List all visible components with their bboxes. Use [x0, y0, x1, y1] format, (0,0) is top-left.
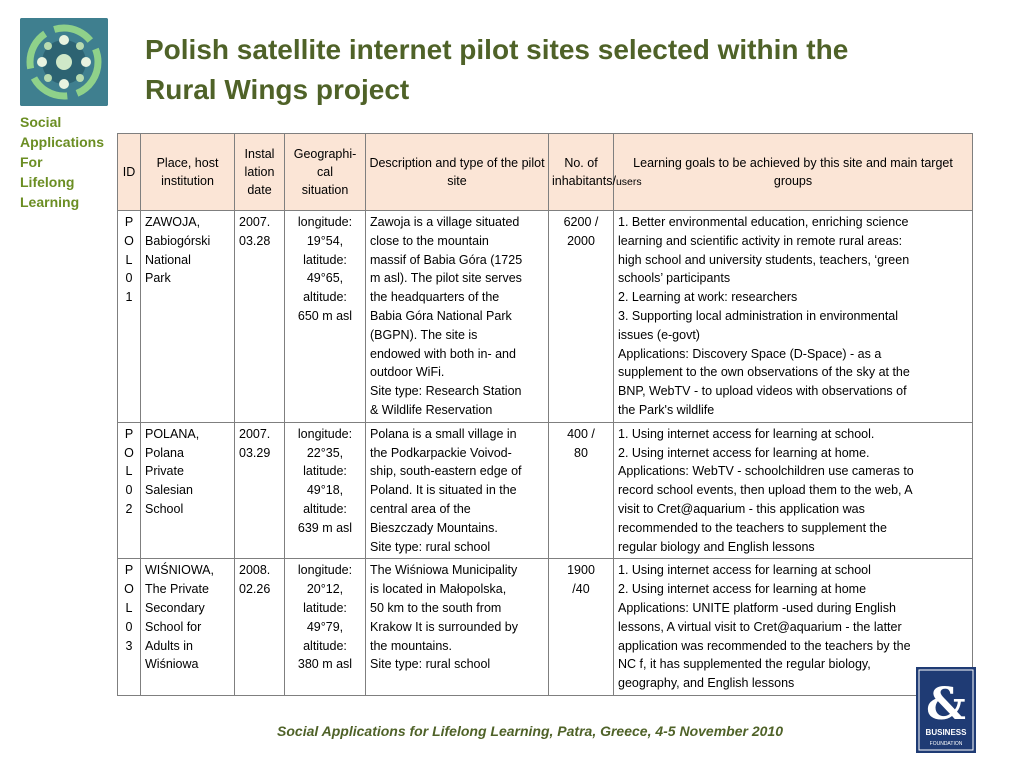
cell-line: 49°79,: [306, 619, 344, 634]
cell-id: [118, 559, 141, 696]
cell-line: 639 m asl: [297, 520, 353, 535]
cell-line: 2. Using internet access for learning at home.: [618, 445, 870, 460]
cell-geo: [285, 559, 366, 696]
project-logo: [20, 18, 108, 106]
cell-line: 19°54,: [306, 233, 344, 248]
sidebar-line: Lifelong: [20, 174, 75, 190]
table-row: [118, 211, 973, 423]
cell-line: Applications: Discovery Space (D-Space) - as a: [618, 346, 882, 361]
business-logo-text-2: FOUNDATION: [929, 741, 963, 747]
cell-line: 1. Using internet access for learning at school.: [618, 426, 875, 441]
cell-line: 1: [125, 290, 133, 305]
cell-place: [141, 211, 235, 423]
cell-line: Wiśniowa: [145, 657, 199, 672]
cell-line: Babia Góra National Park: [370, 308, 512, 323]
header-line: date: [247, 183, 272, 197]
cell-line: 02.26: [239, 582, 271, 597]
cell-line: the headquarters of the: [370, 290, 500, 305]
cell-line: L: [125, 252, 133, 267]
header-line: cal: [317, 165, 333, 179]
cell-line: the mountains.: [370, 638, 452, 653]
cell-line: 03.29: [239, 445, 271, 460]
cell-geo: [285, 211, 366, 423]
cell-line: Babiogórski: [145, 233, 211, 248]
cell-line: School for: [145, 619, 202, 634]
cell-line: 50 km to the south from: [370, 600, 502, 615]
cell-line: 49°18,: [306, 483, 344, 498]
cell-line: 650 m asl: [297, 308, 353, 323]
cell-line: massif of Babia Góra (1725: [370, 252, 523, 267]
business-foundation-logo-icon: [916, 667, 976, 753]
cell-place: [141, 559, 235, 696]
header-geo: [285, 134, 366, 211]
cell-line: Salesian: [145, 483, 193, 498]
cell-line: 03.28: [239, 233, 271, 248]
cell-line: 1. Better environmental education, enriching science: [618, 215, 909, 229]
cell-geo: [285, 422, 366, 559]
table-body: [118, 211, 973, 696]
cell-line: issues (e-govt): [618, 327, 700, 342]
cell-learning-goals: [614, 422, 973, 559]
cell-line: geography, and English lessons: [618, 676, 795, 691]
cell-line: (BGPN). The site is: [370, 327, 478, 342]
cell-line: O: [124, 233, 134, 248]
header-inhabitants-small: users: [615, 175, 642, 188]
cell-line: 1900: [567, 563, 595, 578]
cell-line: is located in Małopolska,: [370, 582, 507, 597]
cell-line: Bieszczady Mountains.: [370, 520, 498, 535]
cell-line: close to the mountain: [370, 233, 489, 248]
cell-install-date: [235, 211, 285, 423]
cell-line: 2. Learning at work: researchers: [618, 290, 798, 305]
cell-learning-goals: [614, 211, 973, 423]
cell-line: Poland. It is situated in the: [370, 483, 517, 498]
cell-line: latitude:: [303, 600, 347, 615]
cell-line: 2008.: [239, 563, 271, 578]
header-line: situation: [301, 183, 349, 197]
cell-inhabitants: [549, 559, 614, 696]
header-line: lation: [244, 165, 275, 179]
cell-line: 3. Supporting local administration in environmental: [618, 308, 899, 323]
cell-install-date: [235, 422, 285, 559]
cell-install-date: [235, 559, 285, 696]
cell-line: central area of the: [370, 501, 471, 516]
cell-line: record school events, then upload them to the web, A: [618, 483, 913, 498]
header-description: Description and type of the pilot site: [366, 134, 549, 211]
cell-line: longitude:: [297, 426, 353, 441]
cell-line: Polana: [145, 445, 184, 460]
cell-line: 0: [125, 619, 133, 634]
cell-place: [141, 422, 235, 559]
table-header-row: [118, 134, 973, 211]
cell-line: 6200 /: [563, 215, 599, 229]
cell-line: Applications: WebTV - schoolchildren use cameras to: [618, 464, 914, 479]
cell-line: Polana is a small village in: [370, 426, 517, 441]
cell-inhabitants: [549, 422, 614, 559]
header-line: Geographi-: [293, 147, 357, 161]
cell-line: lessons, A virtual visit to Cret@aquarium - the latter: [618, 619, 902, 634]
cell-line: recommended to the teachers to supplement the: [618, 520, 887, 535]
cell-line: The Wiśniowa Municipality: [370, 563, 518, 578]
footer-text: Social Applications for Lifelong Learning, Patra, Greece, 4-5 November 2010: [277, 723, 783, 739]
cell-line: P: [124, 426, 134, 441]
cell-line: high school and university students, teachers, ‘green: [618, 252, 910, 267]
sidebar-line: For: [20, 154, 43, 170]
sidebar-line: Learning: [20, 194, 80, 210]
cell-line: 22°35,: [306, 445, 344, 460]
cell-line: O: [124, 582, 134, 597]
sidebar-line: Social: [20, 114, 62, 130]
cell-line: longitude:: [297, 563, 353, 578]
cell-line: learning and scientific activity in remote rural areas:: [618, 233, 903, 248]
cell-line: School: [145, 501, 184, 516]
cell-line: 400 /: [567, 426, 595, 441]
table-row: [118, 422, 973, 559]
cell-line: ZAWOJA,: [145, 215, 201, 229]
cell-line: P: [124, 563, 134, 578]
page-title: [145, 30, 965, 110]
cell-line: & Wildlife Reservation: [370, 402, 493, 417]
title-line-1: Polish satellite internet pilot sites selected within the: [145, 34, 849, 65]
cell-line: BNP, WebTV - to upload videos with observations of: [618, 384, 907, 399]
cell-line: altitude:: [303, 290, 347, 305]
cell-line: 2000: [567, 233, 595, 248]
header-line: Instal: [244, 147, 275, 161]
cell-description: [366, 211, 549, 423]
cell-line: Site type: Research Station: [370, 384, 522, 399]
cell-line: Site type: rural school: [370, 657, 491, 672]
cell-line: Krakow It is surrounded by: [370, 619, 518, 634]
cell-line: L: [125, 464, 133, 479]
header-id: ID: [118, 134, 141, 211]
cell-line: outdoor WiFi.: [370, 365, 445, 380]
cell-line: Site type: rural school: [370, 539, 491, 554]
pilot-sites-table: [117, 133, 973, 696]
cell-line: 49°65,: [306, 271, 344, 286]
cell-line: latitude:: [303, 464, 347, 479]
cell-line: the Podkarpackie Voivod-: [370, 445, 512, 460]
header-install-date: [235, 134, 285, 211]
cell-line: WIŚNIOWA,: [145, 563, 214, 578]
cell-line: /40: [572, 582, 590, 597]
header-inhabitants-main: No. of inhabitants/: [552, 155, 616, 188]
cell-line: Private: [145, 464, 184, 479]
cell-line: application was recommended to the teachers by the: [618, 638, 911, 653]
business-foundation-logo: [916, 667, 976, 753]
cell-line: longitude:: [297, 215, 353, 229]
people-network-icon: [20, 18, 108, 106]
cell-line: Applications: UNITE platform -used during English: [618, 600, 896, 615]
cell-line: 0: [125, 271, 133, 286]
cell-line: altitude:: [303, 638, 347, 653]
cell-line: NC f, it has supplemented the regular biology,: [618, 657, 871, 672]
svg-text:&: &: [926, 679, 966, 730]
cell-inhabitants: [549, 211, 614, 423]
cell-line: Secondary: [145, 600, 205, 615]
cell-line: latitude:: [303, 252, 347, 267]
cell-description: [366, 422, 549, 559]
business-logo-text-1: BUSINESS: [925, 728, 967, 737]
title-line-2: Rural Wings project: [145, 74, 410, 105]
table-row: [118, 559, 973, 696]
cell-id: [118, 422, 141, 559]
cell-line: Park: [145, 271, 171, 286]
cell-line: regular biology and English lessons: [618, 539, 815, 554]
cell-line: P: [124, 215, 134, 229]
cell-line: altitude:: [303, 501, 347, 516]
cell-id: [118, 211, 141, 423]
cell-line: visit to Cret@aquarium - this application was: [618, 501, 865, 516]
cell-line: the Park's wildlife: [618, 402, 715, 417]
cell-line: 0: [125, 483, 133, 498]
header-inhabitants: [549, 134, 642, 211]
cell-line: Zawoja is a village situated: [370, 215, 520, 229]
cell-line: endowed with both in- and: [370, 346, 516, 361]
cell-line: 3: [125, 638, 133, 653]
sidebar-label: [20, 112, 115, 212]
cell-line: 2007.: [239, 426, 271, 441]
cell-line: The Private: [145, 582, 209, 597]
cell-line: 2: [125, 501, 133, 516]
header-place: Place, host institution: [141, 134, 235, 211]
cell-description: [366, 559, 549, 696]
cell-line: 1. Using internet access for learning at school: [618, 563, 871, 578]
cell-line: 20°12,: [306, 582, 344, 597]
cell-line: 2. Using internet access for learning at home: [618, 582, 867, 597]
cell-line: supplement to the own observations of the sky at the: [618, 365, 910, 380]
cell-line: L: [125, 600, 133, 615]
cell-line: 2007.: [239, 215, 271, 229]
cell-line: O: [124, 445, 134, 460]
cell-line: schools’ participants: [618, 271, 731, 286]
cell-line: POLANA,: [145, 426, 200, 441]
cell-line: 380 m asl: [297, 657, 353, 672]
cell-line: m asl). The pilot site serves: [370, 271, 522, 286]
header-learning-goals: Learning goals to be achieved by this site and main target groups: [614, 134, 973, 211]
cell-line: ship, south-eastern edge of: [370, 464, 522, 479]
cell-line: 80: [574, 445, 588, 460]
cell-line: Adults in: [145, 638, 193, 653]
sidebar-line: Applications: [20, 134, 105, 150]
cell-line: National: [145, 252, 191, 267]
